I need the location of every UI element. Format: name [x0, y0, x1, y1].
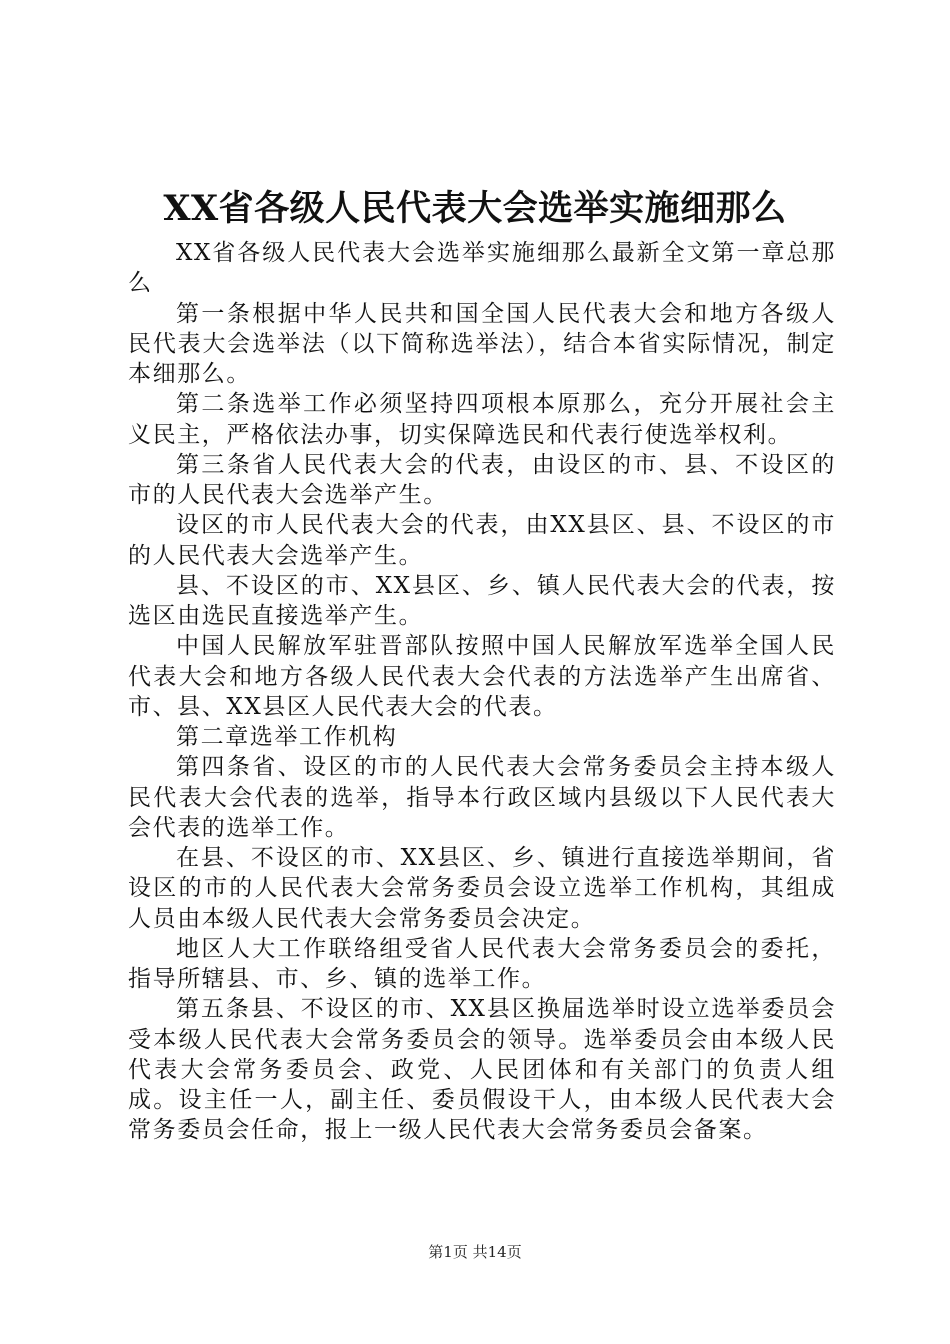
paragraph: 第二条选举工作必须坚持四项根本原那么，充分开展社会主义民主，严格依法办事，切实保障选民和代表行使选举权利。 [128, 391, 836, 448]
paragraph: 第三条省人民代表大会的代表，由设区的市、县、不设区的市的人民代表大会选举产生。 [128, 451, 836, 508]
paragraph: 在县、不设区的市、XX县区、乡、镇进行直接选举期间，省设区的市的人民代表大会常务委员会设立选举工作机构，其组成人员由本级人民代表大会常务委员会决定。 [128, 845, 836, 932]
paragraph: 第五条县、不设区的市、XX县区换届选举时设立选举委员会受本级人民代表大会常务委员会的领导。选举委员会由本级人民代表大会常务委员会、政党、人民团体和有关部门的负责人组成。设主任一人，副主任、委员假设干人，由本级人民代表大会常务委员会任命，报上一级人民代表大会常务委员会备案。 [128, 996, 836, 1144]
paragraph: 第四条省、设区的市的人民代表大会常务委员会主持本级人民代表大会代表的选举，指导本行政区域内县级以下人民代表大会代表的选举工作。 [128, 754, 836, 841]
paragraph: 县、不设区的市、XX县区、乡、镇人民代表大会的代表，按选区由选民直接选举产生。 [128, 572, 836, 629]
document-title: XX省各级人民代表大会选举实施细那么 [163, 188, 787, 229]
paragraph: 设区的市人民代表大会的代表，由XX县区、县、不设区的市的人民代表大会选举产生。 [128, 512, 836, 569]
paragraph: 地区人大工作联络组受省人民代表大会常务委员会的委托，指导所辖县、市、乡、镇的选举工作。 [128, 935, 836, 992]
chapter-heading: 第二章选举工作机构 [176, 724, 398, 750]
paragraph: XX省各级人民代表大会选举实施细那么最新全文第一章总那么 [128, 240, 836, 297]
paragraph: 第一条根据中华人民共和国全国人民代表大会和地方各级人民代表大会选举法（以下简称选举法），结合本省实际情况，制定本细那么。 [128, 300, 836, 387]
page-number-footer: 第1页 共14页 [428, 1243, 522, 1261]
document-body [128, 238, 836, 1146]
paragraph: 中国人民解放军驻晋部队按照中国人民解放军选举全国人民代表大会和地方各级人民代表大会代表的方法选举产生出席省、市、县、XX县区人民代表大会的代表。 [128, 633, 836, 720]
